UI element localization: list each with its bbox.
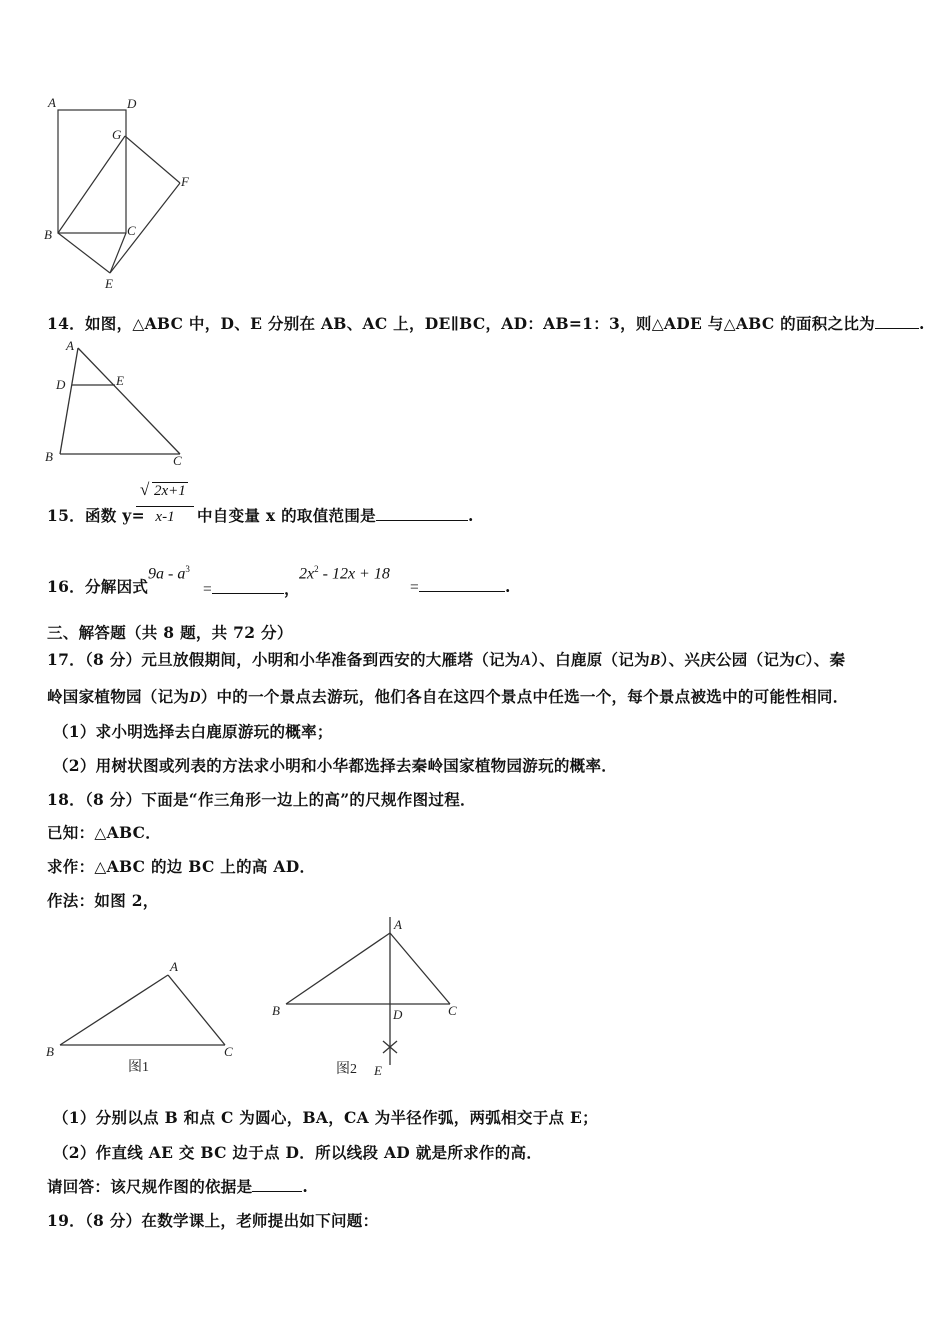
figure-caption: 图2 [336, 1062, 357, 1077]
label-D: D [127, 96, 137, 111]
answer-blank [875, 314, 919, 329]
q18-method: 作法：如图 2， [47, 891, 159, 910]
question-15: 15．函数 y= [47, 506, 145, 525]
answer-blank [376, 506, 468, 521]
q14-text: 14．如图，△ABC 中，D、E 分别在 AB、AC 上，DE∥BC，AD：AB=1：3，则△ADE 与△ABC 的面积之比为 [47, 314, 875, 333]
label-A: A [394, 917, 402, 932]
label-B: B [44, 227, 52, 242]
q18-known: 已知：△ABC． [47, 823, 162, 842]
label-E: E [105, 276, 113, 291]
figure-q14 [40, 338, 200, 468]
q18-question: 请回答：该尺规作图的依据是 . [47, 1177, 309, 1196]
expression-1: $9a - a^3$ [148, 564, 190, 583]
figure-1 [40, 955, 250, 1075]
expression-2: $2x^2 - 12x + 18$ [299, 564, 390, 583]
label-C: C [173, 453, 182, 468]
q17-part-2: （2）用树状图或列表的方法求小明和小华都选择去秦岭国家植物园游玩的概率． [53, 756, 618, 775]
question-14: 14．如图，△ABC 中，D、E 分别在 AB、AC 上，DE∥BC，AD：AB=1：3，则△ADE 与△ABC 的面积之比为 . [47, 314, 925, 333]
answer-blank-1 [212, 579, 284, 594]
denominator: x-1 [155, 509, 175, 525]
label-B: B [46, 1044, 54, 1059]
question-18: 18．（8 分）下面是“作三角形一边上的高”的尺规作图过程． [47, 790, 476, 809]
label-C: C [448, 1003, 457, 1018]
label-A: A [66, 338, 74, 353]
fraction: √ 2x+1 x-1 [136, 480, 194, 526]
q18-seek: 求作：△ABC 的边 BC 上的高 AD． [47, 857, 316, 876]
label-A: A [48, 95, 56, 110]
label-E: E [374, 1063, 382, 1078]
label-C: C [224, 1044, 233, 1059]
section-title: 三、解答题（共 8 题，共 72 分） [47, 623, 293, 642]
answer-blank [252, 1177, 302, 1192]
numerator: 2x+1 [154, 483, 186, 499]
label-G: G [112, 127, 122, 142]
label-B: B [45, 449, 53, 464]
q17-part-1: （1）求小明选择去白鹿原游玩的概率； [53, 722, 333, 741]
label-C: C [127, 223, 136, 238]
figure-q13 [40, 95, 200, 295]
q18-step-2: （2）作直线 AE 交 BC 边于点 D．所以线段 AD 就是所求作的高． [53, 1143, 543, 1162]
q18-step-1: （1）分别以点 B 和点 C 为圆心，BA，CA 为半径作弧，两弧相交于点 E； [53, 1108, 598, 1127]
label-A: A [170, 959, 178, 974]
label-F: F [181, 174, 189, 189]
label-E: E [116, 373, 124, 388]
figure-2 [260, 915, 480, 1085]
question-16: 16．分解因式 [47, 577, 149, 596]
question-17: 17．（8 分）元旦放假期间，小明和小华准备到西安的大雁塔（记为A）、白鹿原（记为B）、兴庆公园（记为C）、秦 [47, 650, 846, 669]
answer-blank-2 [419, 577, 505, 592]
question-19: 19．（8 分）在数学课上，老师提出如下问题： [47, 1211, 379, 1230]
label-D: D [56, 377, 66, 392]
label-B: B [272, 1003, 280, 1018]
label-D: D [393, 1007, 403, 1022]
figure-caption: 图1 [128, 1060, 149, 1075]
